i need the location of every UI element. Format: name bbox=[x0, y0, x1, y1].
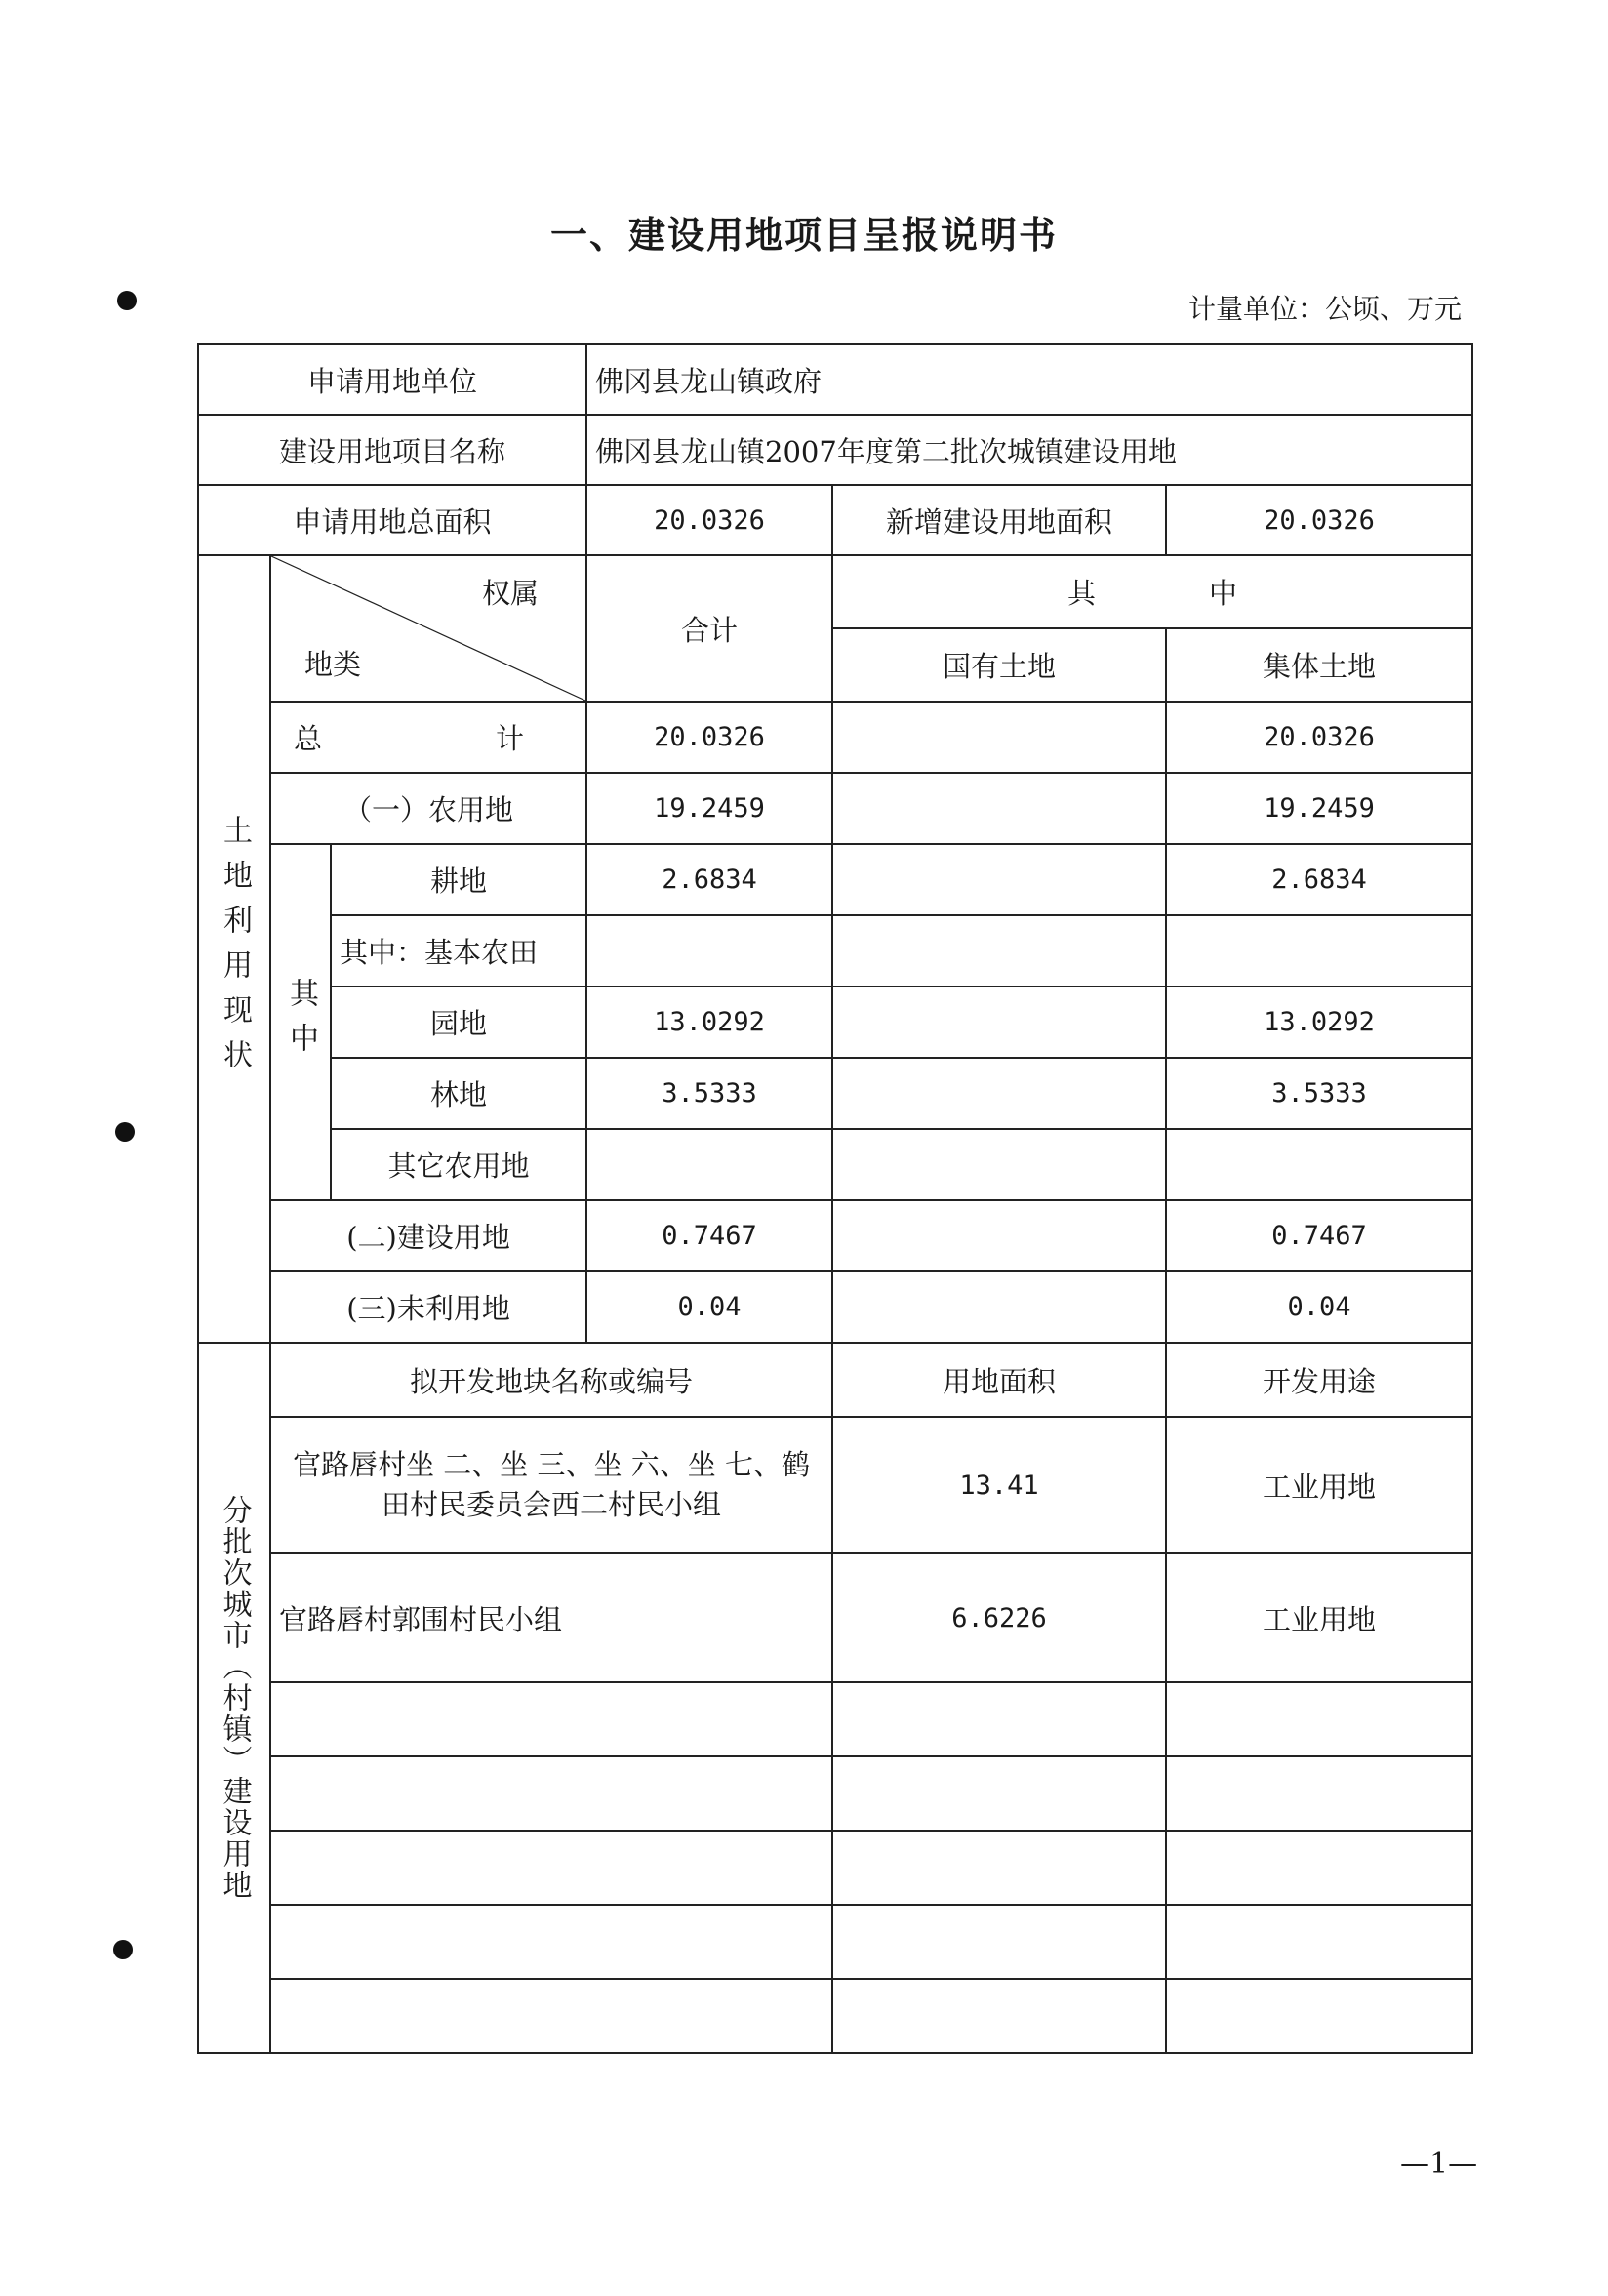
collective-value: 19.2459 bbox=[1166, 773, 1472, 844]
plot-use bbox=[1166, 1979, 1472, 2053]
total-value: 0.04 bbox=[586, 1271, 832, 1343]
project-name-row bbox=[198, 415, 1472, 485]
state-value bbox=[832, 915, 1166, 987]
batch-row bbox=[198, 1756, 1472, 1831]
plot-area bbox=[832, 1905, 1166, 1979]
use-header: 开发用途 bbox=[1166, 1343, 1472, 1417]
land-use-row bbox=[198, 844, 1472, 915]
land-type-label: 耕地 bbox=[331, 844, 586, 915]
land-use-side-label: 土地利用现状 bbox=[198, 555, 270, 1343]
land-type-header: 地类 bbox=[304, 648, 362, 681]
collective-value bbox=[1166, 915, 1472, 987]
land-use-row bbox=[198, 1058, 1472, 1129]
binding-hole-mark bbox=[115, 1122, 135, 1142]
batch-row bbox=[198, 1553, 1472, 1682]
batch-side-label: 分批次城市（村镇）建设用地 bbox=[198, 1343, 270, 2053]
land-use-row bbox=[198, 1129, 1472, 1200]
land-use-row bbox=[198, 987, 1472, 1058]
plot-area: 6.6226 bbox=[832, 1553, 1166, 1682]
batch-row bbox=[198, 1979, 1472, 2053]
land-use-row bbox=[198, 1200, 1472, 1271]
plot-use bbox=[1166, 1682, 1472, 1756]
batch-row bbox=[198, 1417, 1472, 1553]
collective-value: 3.5333 bbox=[1166, 1058, 1472, 1129]
binding-hole-mark bbox=[117, 291, 137, 310]
land-use-row bbox=[198, 773, 1472, 844]
land-use-row bbox=[198, 1271, 1472, 1343]
of-which-side-label: 其中 bbox=[270, 844, 331, 1200]
land-use-row bbox=[198, 915, 1472, 987]
plot-area bbox=[832, 1756, 1166, 1831]
applicant-label: 申请用地单位 bbox=[198, 344, 586, 415]
measurement-unit: 计量单位：公顷、万元 bbox=[1187, 293, 1462, 325]
plot-name bbox=[270, 1756, 832, 1831]
document-title: 一、建设用地项目呈报说明书 bbox=[549, 214, 1058, 257]
project-name-label: 建设用地项目名称 bbox=[198, 415, 586, 485]
state-value bbox=[832, 844, 1166, 915]
batch-row bbox=[198, 1682, 1472, 1756]
plot-name bbox=[270, 1979, 832, 2053]
land-use-row bbox=[198, 702, 1472, 773]
plot-use bbox=[1166, 1905, 1472, 1979]
ownership-header: 权属 bbox=[482, 577, 540, 610]
total-value: 13.0292 bbox=[586, 987, 832, 1058]
state-value bbox=[832, 1058, 1166, 1129]
total-header: 合计 bbox=[586, 555, 832, 702]
batch-header-row bbox=[198, 1343, 1472, 1417]
total-area-value: 20.0326 bbox=[586, 485, 832, 555]
applicant-value: 佛冈县龙山镇政府 bbox=[586, 344, 1472, 415]
area-header: 用地面积 bbox=[832, 1343, 1166, 1417]
diagonal-header-cell bbox=[270, 555, 586, 702]
land-use-header-row bbox=[198, 555, 1472, 628]
land-type-label: 林地 bbox=[331, 1058, 586, 1129]
batch-row bbox=[198, 1831, 1472, 1905]
state-value bbox=[832, 1200, 1166, 1271]
total-value: 3.5333 bbox=[586, 1058, 832, 1129]
land-application-table bbox=[197, 343, 1473, 2054]
total-value: 0.7467 bbox=[586, 1200, 832, 1271]
plot-name: 官路唇村坐 二、坐 三、坐 六、坐 七、鹤田村民委员会西二村民小组 bbox=[270, 1417, 832, 1553]
plot-use bbox=[1166, 1756, 1472, 1831]
plot-area: 13.41 bbox=[832, 1417, 1166, 1553]
land-type-label: 其它农用地 bbox=[331, 1129, 586, 1200]
plot-name bbox=[270, 1905, 832, 1979]
land-type-label: (三)未利用地 bbox=[270, 1271, 586, 1343]
applicant-row bbox=[198, 344, 1472, 415]
plot-name bbox=[270, 1831, 832, 1905]
collective-value: 0.04 bbox=[1166, 1271, 1472, 1343]
new-area-label: 新增建设用地面积 bbox=[832, 485, 1166, 555]
plot-name-header: 拟开发地块名称或编号 bbox=[270, 1343, 832, 1417]
state-land-header: 国有土地 bbox=[832, 628, 1166, 702]
total-value bbox=[586, 1129, 832, 1200]
total-value: 20.0326 bbox=[586, 702, 832, 773]
collective-value: 13.0292 bbox=[1166, 987, 1472, 1058]
state-value bbox=[832, 702, 1166, 773]
collective-land-header: 集体土地 bbox=[1166, 628, 1472, 702]
land-type-label: 园地 bbox=[331, 987, 586, 1058]
collective-value: 20.0326 bbox=[1166, 702, 1472, 773]
plot-area bbox=[832, 1979, 1166, 2053]
binding-hole-mark bbox=[113, 1940, 133, 1959]
total-area-label: 申请用地总面积 bbox=[198, 485, 586, 555]
total-value bbox=[586, 915, 832, 987]
project-name-value: 佛冈县龙山镇2007年度第二批次城镇建设用地 bbox=[586, 415, 1472, 485]
collective-value bbox=[1166, 1129, 1472, 1200]
plot-use bbox=[1166, 1831, 1472, 1905]
plot-use: 工业用地 bbox=[1166, 1417, 1472, 1553]
of-which-header: 其 中 bbox=[832, 555, 1472, 628]
plot-name bbox=[270, 1682, 832, 1756]
plot-area bbox=[832, 1682, 1166, 1756]
state-value bbox=[832, 1271, 1166, 1343]
batch-row bbox=[198, 1905, 1472, 1979]
land-type-label: （一）农用地 bbox=[270, 773, 586, 844]
total-value: 2.6834 bbox=[586, 844, 832, 915]
plot-name: 官路唇村郭围村民小组 bbox=[270, 1553, 832, 1682]
area-row bbox=[198, 485, 1472, 555]
new-area-value: 20.0326 bbox=[1166, 485, 1472, 555]
total-value: 19.2459 bbox=[586, 773, 832, 844]
page-number: —1— bbox=[1400, 2147, 1478, 2181]
collective-value: 0.7467 bbox=[1166, 1200, 1472, 1271]
land-type-label: (二)建设用地 bbox=[270, 1200, 586, 1271]
plot-use: 工业用地 bbox=[1166, 1553, 1472, 1682]
state-value bbox=[832, 1129, 1166, 1200]
land-type-label: 总 计 bbox=[270, 702, 586, 773]
collective-value: 2.6834 bbox=[1166, 844, 1472, 915]
land-type-label: 其中：基本农田 bbox=[331, 915, 586, 987]
state-value bbox=[832, 987, 1166, 1058]
plot-area bbox=[832, 1831, 1166, 1905]
state-value bbox=[832, 773, 1166, 844]
